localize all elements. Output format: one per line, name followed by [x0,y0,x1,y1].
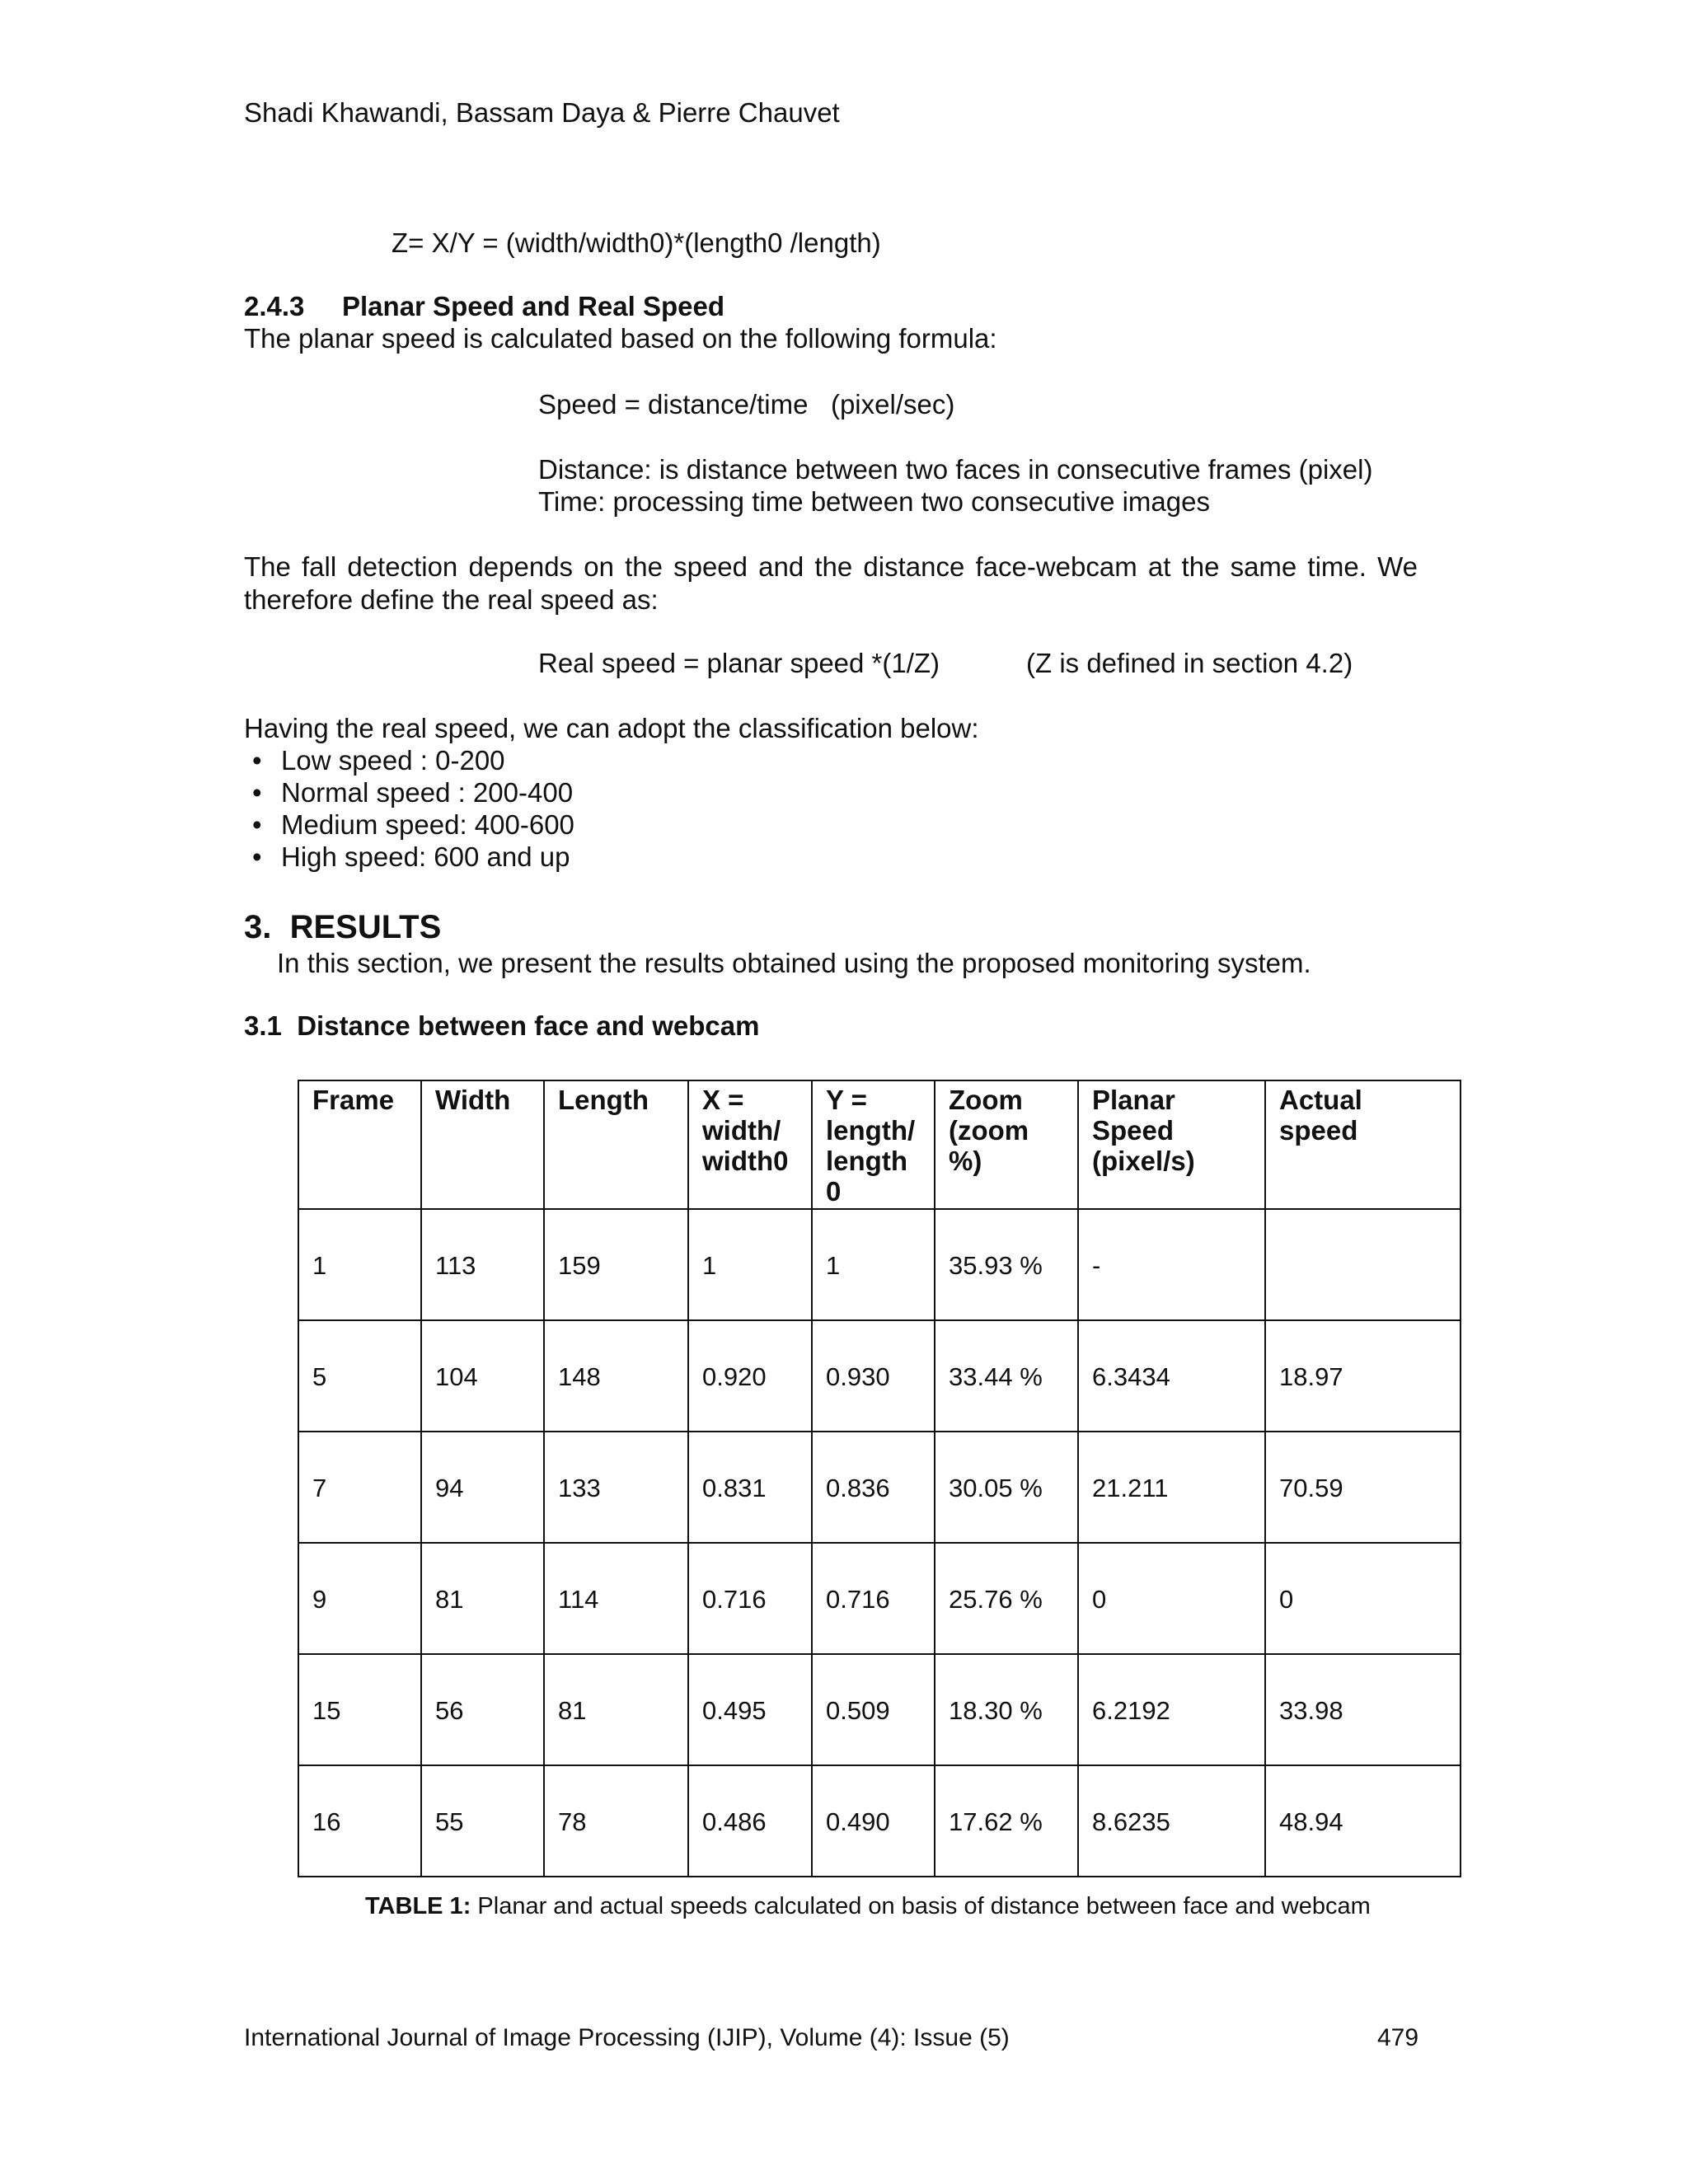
table-cell: 30.05 % [935,1432,1078,1543]
results-intro: In this section, we present the results obtained using the proposed monitoring system. [277,948,1311,978]
table-cell: 0.920 [688,1320,812,1432]
table-cell: 148 [544,1320,688,1432]
column-header: Actual speed [1265,1080,1461,1209]
table-cell: 6.3434 [1078,1320,1265,1432]
table-cell: 94 [421,1432,544,1543]
table-cell: 48.94 [1265,1765,1461,1877]
list-item: • Medium speed: 400-600 [252,809,574,840]
caption-text: Planar and actual speeds calculated on basis of distance between face and webcam [471,1893,1371,1919]
list-item: • Low speed : 0-200 [252,745,505,776]
table-row [298,1432,1461,1543]
column-header: Planar Speed (pixel/s) [1078,1080,1265,1209]
column-header: Width [421,1080,544,1209]
table-row [298,1654,1461,1765]
table-cell: 18.97 [1265,1320,1461,1432]
table-row [298,1320,1461,1432]
speed-classification-list [244,744,574,873]
list-item: • Normal speed : 200-400 [252,777,574,808]
table-cell: 16 [298,1765,421,1877]
section-title: Planar Speed and Real Speed [342,291,724,321]
table-cell: 81 [544,1654,688,1765]
table-cell: 18.30 % [935,1654,1078,1765]
planar-speed-intro: The planar speed is calculated based on the following formula: [244,323,997,354]
bullet-icon: • [252,809,262,840]
table-cell: 56 [421,1654,544,1765]
table-cell: 0.716 [688,1543,812,1654]
table-cell: - [1078,1209,1265,1320]
table-cell: 0 [1078,1543,1265,1654]
real-speed-note: (Z is defined in section 4.2) [1026,648,1353,678]
list-item: • High speed: 600 and up [252,841,570,872]
table-cell: 0.486 [688,1765,812,1877]
real-speed-formula: Real speed = planar speed *(1/Z) [538,648,940,678]
table-cell: 133 [544,1432,688,1543]
table-cell: 25.76 % [935,1543,1078,1654]
table-cell: 1 [812,1209,935,1320]
page-number: 479 [1377,2024,1419,2051]
section-number: 2.4.3 [244,291,305,321]
table-body [298,1209,1461,1877]
table-caption [365,1891,1371,1921]
running-header: Shadi Khawandi, Bassam Daya & Pierre Chauvet [244,97,840,128]
column-header: Zoom (zoom %) [935,1080,1078,1209]
bullet-icon: • [252,841,262,872]
table-cell: 0.831 [688,1432,812,1543]
table-cell: 5 [298,1320,421,1432]
table-cell: 33.44 % [935,1320,1078,1432]
table-cell: 1 [688,1209,812,1320]
bullet-icon: • [252,745,262,776]
table-row [298,1765,1461,1877]
table-cell: 70.59 [1265,1432,1461,1543]
table-cell: 159 [544,1209,688,1320]
table-cell: 0.716 [812,1543,935,1654]
table-cell: 7 [298,1432,421,1543]
table-cell: 33.98 [1265,1654,1461,1765]
table-cell: 78 [544,1765,688,1877]
table-cell: 17.62 % [935,1765,1078,1877]
table-cell: 55 [421,1765,544,1877]
table-cell: 0.930 [812,1320,935,1432]
table-cell: 113 [421,1209,544,1320]
table-header-row [298,1080,1461,1209]
time-definition: Time: processing time between two consecutive images [538,486,1210,517]
table-cell: 8.6235 [1078,1765,1265,1877]
table-cell: 0.490 [812,1765,935,1877]
table-cell: 81 [421,1543,544,1654]
column-header: Y = length/ length 0 [812,1080,935,1209]
speed-formula: Speed = distance/time (pixel/sec) [538,389,955,419]
classification-intro: Having the real speed, we can adopt the classification below: [244,713,979,743]
results-heading: 3. RESULTS [244,909,442,945]
table-cell: 6.2192 [1078,1654,1265,1765]
distance-definition: Distance: is distance between two faces in consecutive frames (pixel) [538,454,1373,485]
bullet-icon: • [252,777,262,808]
journal-footer: International Journal of Image Processing (IJIP), Volume (4): Issue (5) [244,2024,1010,2051]
table-cell: 0.509 [812,1654,935,1765]
zoom-equation: Z= X/Y = (width/width0)*(length0 /length) [392,227,881,258]
table-row [298,1209,1461,1320]
table-cell [1265,1209,1461,1320]
column-header: Frame [298,1080,421,1209]
table-cell: 114 [544,1543,688,1654]
table-cell: 104 [421,1320,544,1432]
table-cell: 0.495 [688,1654,812,1765]
column-header: X = width/ width0 [688,1080,812,1209]
table-row [298,1543,1461,1654]
column-header: Length [544,1080,688,1209]
table-cell: 1 [298,1209,421,1320]
fall-detection-paragraph: The fall detection depends on the speed and the distance face-webcam at the same time. We therefore define the real speed as: [244,551,1418,615]
table-cell: 0.836 [812,1432,935,1543]
table-cell: 35.93 % [935,1209,1078,1320]
table-cell: 0 [1265,1543,1461,1654]
results-table [298,1080,1461,1877]
table-cell: 21.211 [1078,1432,1265,1543]
table-cell: 9 [298,1543,421,1654]
subsection-heading: 3.1 Distance between face and webcam [244,1010,760,1041]
caption-label: TABLE 1: [365,1893,471,1919]
table-cell: 15 [298,1654,421,1765]
